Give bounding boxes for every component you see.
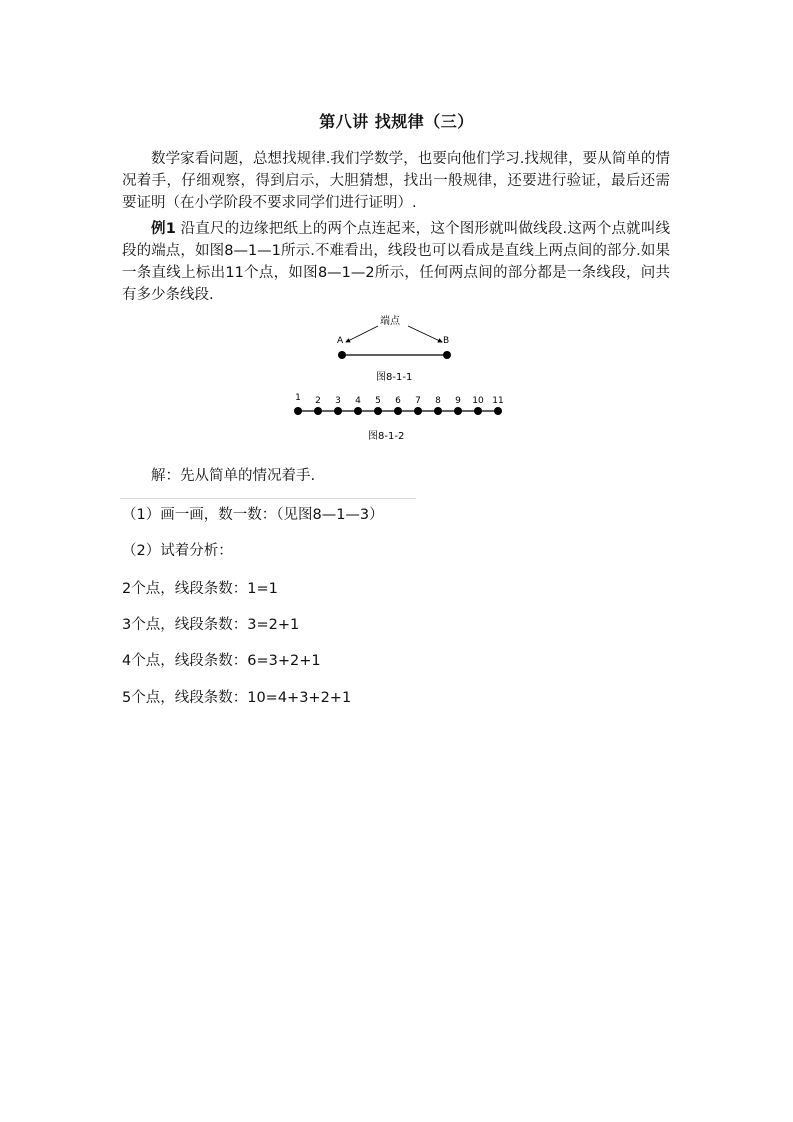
point-label-2: 2 — [315, 396, 321, 406]
point-9 — [454, 407, 462, 415]
point-a-label: A — [337, 336, 344, 346]
point-4 — [354, 407, 362, 415]
solution-text: 解：先从简单的情况着手. — [151, 468, 316, 484]
point-label-9: 9 — [455, 396, 461, 406]
point-1 — [294, 407, 302, 415]
point-8 — [434, 407, 442, 415]
case-5-points: 5个点，线段条数：10=4+3+2+1 — [122, 690, 352, 706]
case-3-points: 3个点，线段条数：3=2+1 — [122, 617, 300, 633]
step-2: （2）试着分析： — [122, 543, 233, 559]
point-2 — [314, 407, 322, 415]
endpoint-label: 端点 — [380, 316, 400, 327]
point-label-1: 1 — [295, 393, 301, 403]
point-3 — [334, 407, 342, 415]
point-b-label: B — [443, 336, 450, 346]
point-label-11: 11 — [492, 396, 504, 406]
arrow-to-b — [408, 326, 442, 342]
figure-8-1-1 — [320, 308, 470, 388]
divider — [120, 498, 416, 499]
point-label-5: 5 — [375, 396, 381, 406]
point-label-8: 8 — [435, 396, 441, 406]
point-label-7: 7 — [415, 396, 421, 406]
example-text: 沿直尺的边缘把纸上的两个点连起来，这个图形就叫做线段.这两个点就叫线段的端点，如图8—1—1所示.不难看出，线段也可以看成是直线上两点间的部分.如果一条直线上标出11个点，如图8—1—2所示，任何两点间的部分都是一条线段，问共有多少条线段. — [122, 221, 671, 303]
point-b — [443, 351, 451, 359]
figure2-caption: 图8-1-2 — [368, 431, 405, 442]
example-label: 例1 — [151, 221, 176, 237]
example-paragraph — [122, 218, 670, 306]
point-6 — [394, 407, 402, 415]
point-a — [338, 351, 346, 359]
point-label-4: 4 — [355, 396, 361, 406]
lecture-title: 第八讲 找规律（三） — [319, 112, 474, 131]
point-5 — [374, 407, 382, 415]
point-label-6: 6 — [395, 396, 401, 406]
point-label-10: 10 — [472, 396, 484, 406]
figure1-caption: 图8-1-1 — [376, 372, 413, 383]
figure-8-1-2 — [288, 390, 513, 445]
intro-paragraph: 数学家看问题，总想找规律.我们学数学，也要向他们学习.找规律，要从简单的情况着手，仔细观察，得到启示，大胆猜想，找出一般规律，还要进行验证，最后还需要证明（在小学阶段不要求同学们进行证明）. — [122, 151, 670, 211]
point-10 — [474, 407, 482, 415]
arrow-to-a — [346, 326, 378, 342]
case-2-points: 2个点，线段条数：1=1 — [122, 581, 278, 597]
point-7 — [414, 407, 422, 415]
point-11 — [494, 407, 502, 415]
step-1: （1）画一画，数一数：（见图8—1—3） — [122, 507, 384, 523]
point-label-3: 3 — [335, 396, 341, 406]
case-4-points: 4个点，线段条数：6=3+2+1 — [122, 653, 321, 669]
